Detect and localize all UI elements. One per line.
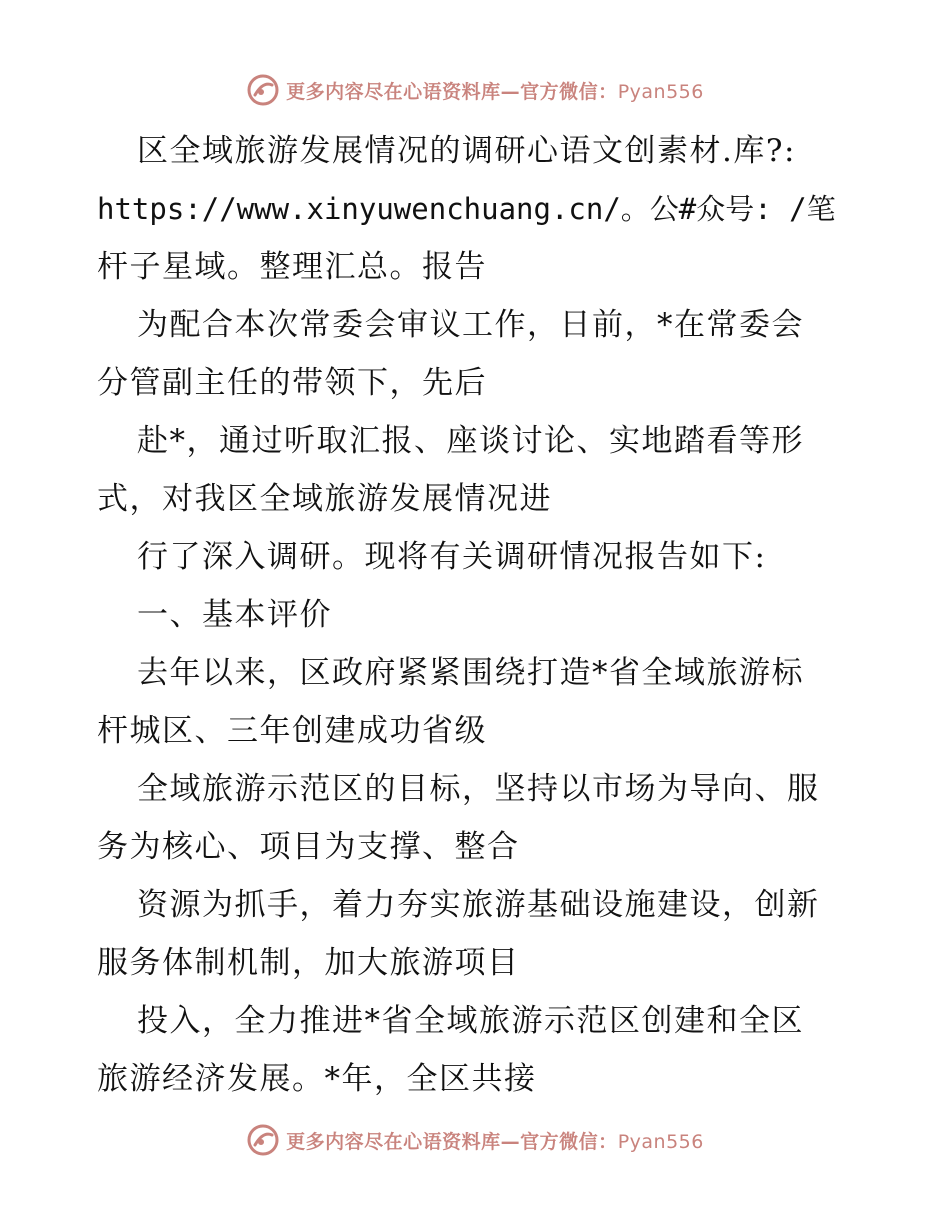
watermark-brand: 更多内容尽在心语资料库 <box>286 1130 501 1153</box>
brand-logo-icon <box>246 73 280 107</box>
text-line: 杆城区、三年创建成功省级 <box>97 713 487 749</box>
text-line: 去年以来，区政府紧紧围绕打造*省全域旅游标 <box>137 655 804 691</box>
text-line: 投入，全力推进*省全域旅游示范区创建和全区 <box>137 1003 804 1039</box>
text-line: 全域旅游示范区的目标，坚持以市场为导向、服 <box>137 771 820 807</box>
text-line: 行了深入调研。现将有关调研情况报告如下: <box>137 539 767 575</box>
watermark-wechat: 官方微信： <box>520 1130 618 1153</box>
text-line: 赴*，通过听取汇报、座谈讨论、实地踏看等形 <box>137 423 804 459</box>
watermark-wechat: 官方微信： <box>520 80 618 103</box>
text-line: 旅游经济发展。*年，全区共接 <box>97 1061 537 1097</box>
document-body <box>97 122 857 1108</box>
watermark-dash: — <box>500 80 521 103</box>
watermark-brand: 更多内容尽在心语资料库 <box>286 80 501 103</box>
text-line: 区全域旅游发展情况的调研心语文创素材.库?: <box>137 133 796 169</box>
text-line: https://www.xinyuwenchuang.cn/。公#众号: /笔 <box>97 192 836 226</box>
watermark-id: Pyan556 <box>617 1130 704 1153</box>
text-line: 资源为抓手，着力夯实旅游基础设施建设，创新 <box>137 887 820 923</box>
watermark-dash: — <box>500 1130 521 1153</box>
text-line: 务为核心、项目为支撑、整合 <box>97 829 520 865</box>
header-watermark <box>0 70 950 110</box>
watermark-id: Pyan556 <box>617 80 704 103</box>
brand-logo-icon <box>246 1123 280 1157</box>
text-line: 分管副主任的带领下，先后 <box>97 365 487 401</box>
text-line: 杆子星域。整理汇总。报告 <box>97 249 487 285</box>
watermark-text <box>286 1127 704 1154</box>
watermark-text <box>286 77 704 104</box>
text-line: 服务体制机制，加大旅游项目 <box>97 945 520 981</box>
text-line: 为配合本次常委会审议工作，日前，*在常委会 <box>137 307 804 343</box>
text-line: 式，对我区全域旅游发展情况进 <box>97 481 552 517</box>
section-heading: 一、基本评价 <box>137 597 332 633</box>
footer-watermark <box>0 1120 950 1160</box>
